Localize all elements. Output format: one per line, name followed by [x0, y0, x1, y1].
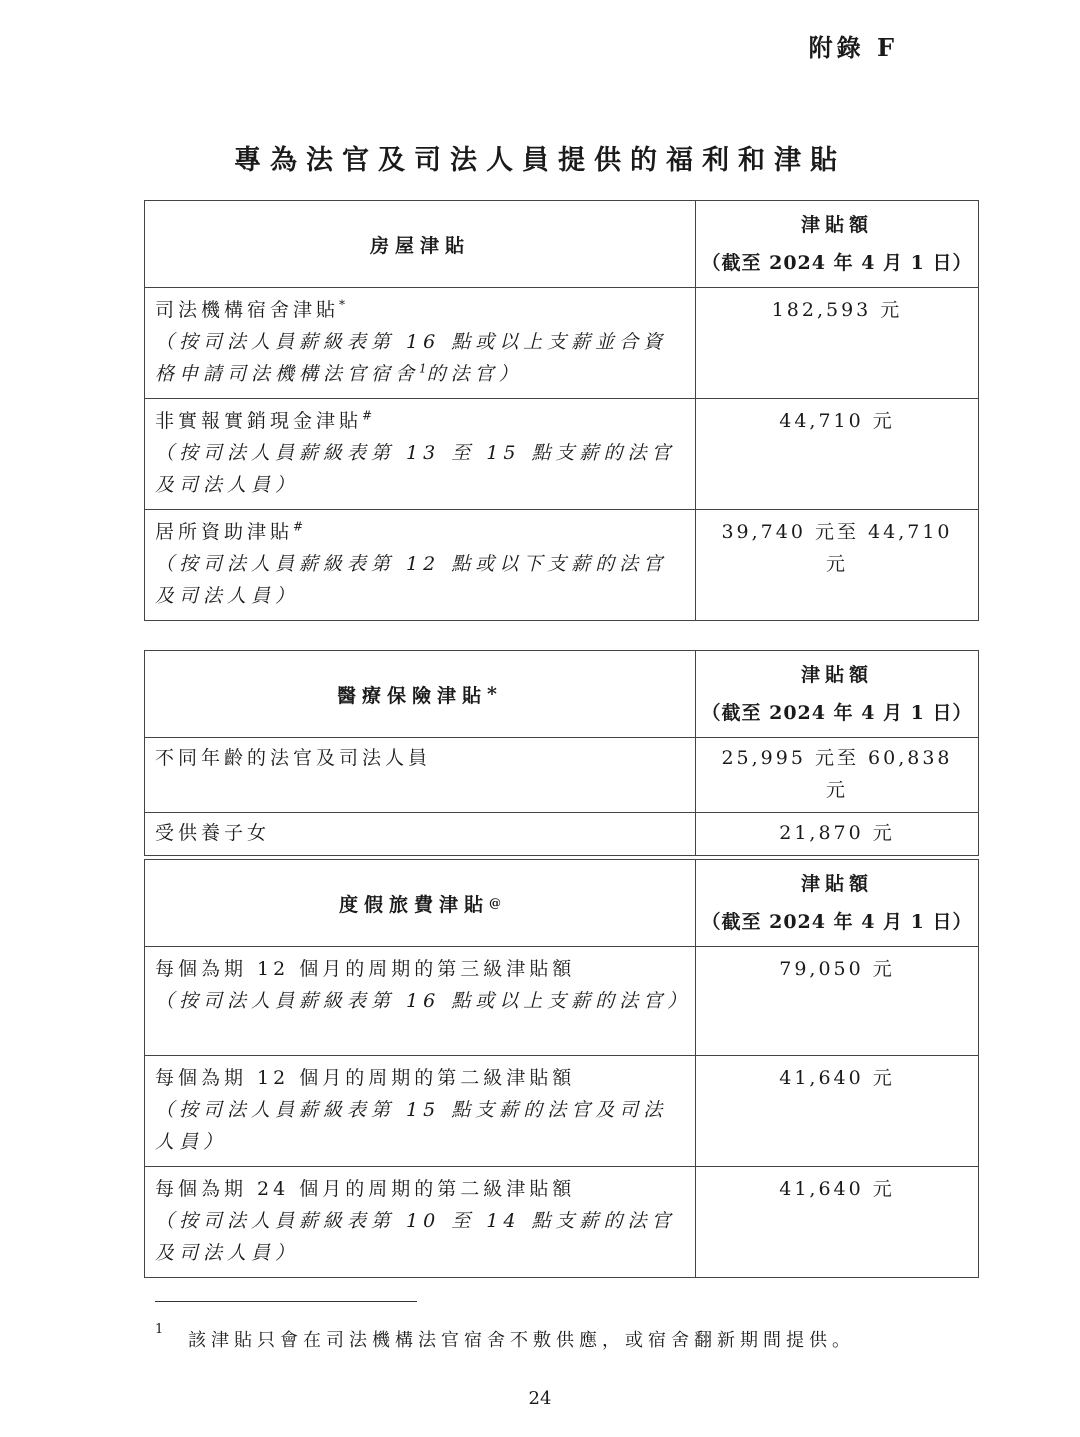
table-row: [145, 947, 979, 1056]
row-note: （按司法人員薪級表第 16 點或以上支薪的法官）: [155, 990, 692, 1012]
housing-header: 房屋津貼: [369, 234, 470, 257]
row-note: （按司法人員薪級表第 13 至 15 點支薪的法官及司法人員）: [155, 442, 676, 496]
header-mark: *: [487, 683, 503, 705]
amount-header-line1: 津貼額: [800, 873, 873, 895]
page-title: 專為法官及司法人員提供的福利和津貼: [234, 145, 846, 176]
table-row: [145, 1056, 979, 1167]
passage-table: [144, 859, 979, 1278]
table-row: [145, 399, 979, 510]
table-header-row: [145, 201, 979, 288]
table-row: [145, 738, 979, 813]
row-amount: 41,640 元: [779, 1067, 895, 1089]
row-amount: 44,710 元: [779, 410, 895, 432]
footnote-number: 1: [155, 1322, 164, 1337]
row-mark: #: [293, 519, 304, 534]
amount-header: [696, 860, 978, 946]
row-item: 每個為期 24 個月的周期的第二級津貼額: [155, 1178, 576, 1200]
amount-header-line2: （截至 2024 年 4 月 1 日）: [701, 252, 973, 274]
table-row: [145, 510, 979, 621]
amount-header-line1: 津貼額: [800, 214, 873, 236]
row-item: 不同年齡的法官及司法人員: [155, 747, 432, 769]
row-note: （按司法人員薪級表第 10 至 14 點支薪的法官及司法人員）: [155, 1210, 676, 1264]
footnote-ref: 1: [419, 361, 427, 376]
row-item: 居所資助津貼#: [155, 519, 304, 543]
housing-table: [144, 200, 979, 621]
medical-table: [144, 650, 979, 856]
table-header-row: [145, 651, 979, 738]
row-amount: 79,050 元: [779, 958, 895, 980]
page-number: 24: [528, 1388, 552, 1409]
amount-header-line1: 津貼額: [800, 664, 873, 686]
amount-header: [696, 651, 978, 737]
table-row: [145, 288, 979, 399]
amount-header-line2: （截至 2024 年 4 月 1 日）: [701, 911, 973, 933]
row-item: 司法機構宿舍津貼*: [155, 297, 346, 321]
table-row: [145, 813, 979, 856]
row-amount: 41,640 元: [779, 1178, 895, 1200]
row-item: 每個為期 12 個月的周期的第三級津貼額: [155, 958, 576, 980]
footnote-text: 該津貼只會在司法機構法官宿舍不敷供應，或宿舍翻新期間提供。: [188, 1330, 855, 1351]
footnote-divider: [155, 1301, 417, 1302]
row-amount: 21,870 元: [779, 822, 895, 844]
row-amount: 182,593 元: [771, 299, 903, 321]
row-note: （按司法人員薪級表第 15 點支薪的法官及司法人員）: [155, 1099, 668, 1153]
table-header-row: [145, 860, 979, 947]
passage-header: 度假旅費津貼 @: [338, 893, 501, 916]
row-amount: 25,995 元至 60,838 元: [721, 747, 953, 801]
appendix-label: 附錄 F: [808, 33, 898, 62]
medical-header: 醫療保險津貼 *: [337, 683, 503, 707]
row-mark: #: [362, 408, 373, 423]
row-item: 非實報實銷現金津貼#: [155, 408, 373, 432]
amount-header-line2: （截至 2024 年 4 月 1 日）: [701, 702, 973, 724]
row-note: （按司法人員薪級表第 12 點或以下支薪的法官及司法人員）: [155, 553, 668, 607]
row-mark: *: [339, 297, 346, 312]
row-item: 每個為期 12 個月的周期的第二級津貼額: [155, 1067, 576, 1089]
row-amount: 39,740 元至 44,710 元: [721, 521, 953, 575]
table-row: [145, 1167, 979, 1278]
row-item: 受供養子女: [155, 822, 271, 844]
row-note: （按司法人員薪級表第 16 點或以上支薪並合資格申請司法機構法官宿舍$^1$的法官）: [155, 331, 668, 385]
amount-header: [696, 201, 978, 287]
